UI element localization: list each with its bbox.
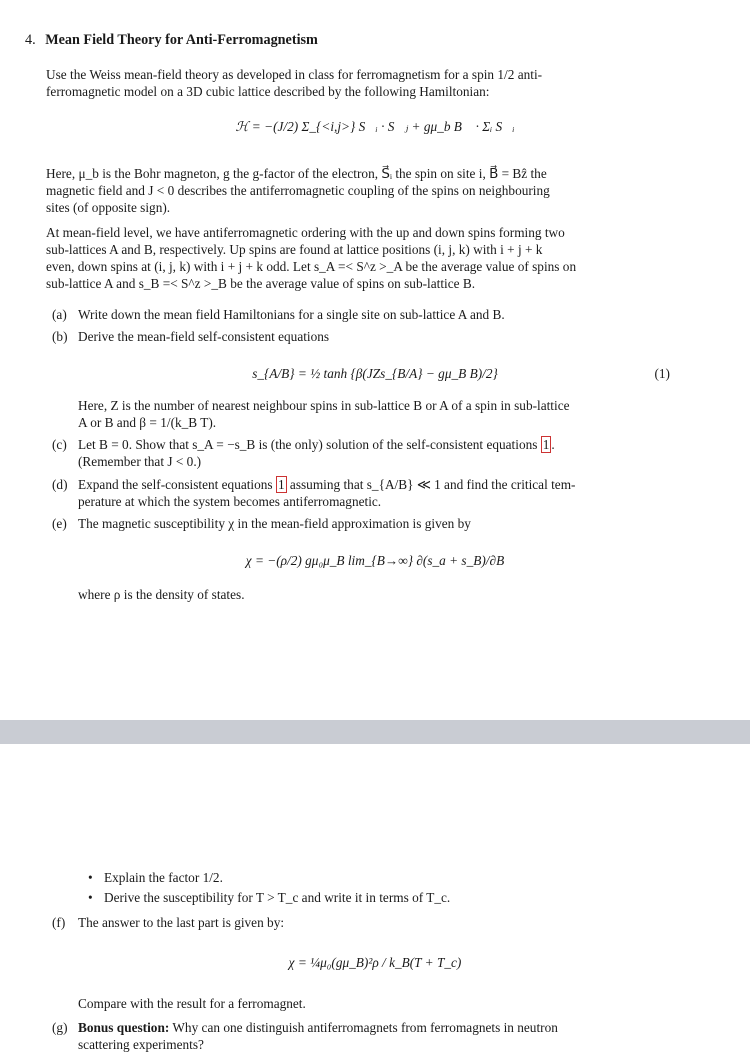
part-c-remark: (Remember that J < 0.) [78,454,202,469]
page-2 [0,744,750,1063]
bullet-icon: • [88,870,93,885]
part-label: (b) [52,329,68,344]
part-d-continuation: perature at which the system becomes antiferromagnetic. [78,494,382,509]
bullet-text: Derive the susceptibility for T > T_c and write it in terms of T_c. [104,890,451,905]
meanfield-line: sub-lattice A and s_B =< S^z >_B be the average value of spins on sub-lattice B. [46,276,476,291]
part-text: Write down the mean field Hamiltonians for a single site on sub-lattice A and B. [78,307,505,322]
bullet-text: Explain the factor 1/2. [104,870,223,885]
meanfield-line: At mean-field level, we have antiferromagnetic ordering with the up and down spins forming two [46,225,565,240]
page-separator [0,720,750,744]
part-text: The answer to the last part is given by: [78,915,285,930]
part-e-note: where ρ is the density of states. [78,587,245,602]
part-d [52,476,672,493]
description-paragraph [46,165,672,216]
answer-equation: χ = ¼μ₀(gμ_B)²ρ / k_B(T + T_c) [288,955,462,970]
part-text: Derive the mean-field self-consistent equations [78,329,330,344]
part-f-note: Compare with the result for a ferromagnet. [78,996,306,1011]
part-label: (g) [52,1020,68,1035]
bullet-item [88,869,223,886]
part-g-continuation: scattering experiments? [78,1037,204,1052]
part-text: assuming that s_{A/B} ≪ 1 and find the critical tem- [289,477,576,492]
part-c: (c) Let B = 0. Show that s_A = −s_B is (the only) solution of the self-consistent equations 1 . [52,437,555,452]
self-consistent-equation [0,365,750,382]
description-line: sites (of opposite sign). [46,200,171,215]
part-label: (c) [52,437,67,452]
part-b [52,328,672,345]
part-label: (d) [52,477,68,492]
intro-line: Use the Weiss mean-field theory as developed in class for ferromagnetism for a spin 1/2 anti- [46,67,543,82]
note-line: A or B and β = 1/(k_B T). [78,415,217,430]
meanfield-paragraph [46,224,672,292]
equation-reference-link[interactable]: 1 [277,477,285,492]
susceptibility-equation: χ = −(ρ/2) gμ₀μ_B lim_{B→∞} ∂(s_a + s_B)/∂B [245,553,505,568]
problem-number: 4. [25,32,36,48]
part-b-note [78,397,672,431]
part-f [52,914,672,931]
hamiltonian-equation: ℋ = −(J/2) Σ_{<i,j>} S⃗ᵢ · S⃗ⱼ + gμ_b B⃗ · Σᵢ S⃗ᵢ [235,119,515,134]
part-label: (e) [52,516,67,531]
part-label: (a) [52,307,67,322]
problem-heading [25,32,318,49]
meanfield-line: sub-lattices A and B, respectively. Up spins are found at lattice positions (i, j, k) with i + j + k [46,242,543,257]
bullet-icon: • [88,890,93,905]
equation-number: (1) [654,366,670,381]
part-a [52,306,672,323]
part-text: Let B = 0. Show that s_A = −s_B is (the only) solution of the self-consistent equations [78,437,538,452]
intro-line: ferromagnetic model on a 3D cubic lattice described by the following Hamiltonian: [46,84,490,99]
bonus-label: Bonus question: [78,1020,170,1035]
part-g [52,1019,672,1036]
intro-paragraph [46,66,672,100]
equation-reference-link[interactable]: 1 [542,437,550,452]
part-e [52,515,672,532]
bullet-item [88,889,450,906]
part-label: (f) [52,915,66,930]
meanfield-line: even, down spins at (i, j, k) with i + j + k odd. Let s_A =< S^z >_A be the average value of spins on [46,259,577,274]
description-line: Here, μ_b is the Bohr magneton, g the g-factor of the electron, S⃗ᵢ the spin on site i, B⃗ = Bẑ the [46,166,547,181]
problem-title: Mean Field Theory for Anti-Ferromagnetism [45,32,318,48]
part-text: Expand the self-consistent equations [78,477,273,492]
part-text: The magnetic susceptibility χ in the mean-field approximation is given by [78,516,471,531]
description-line: magnetic field and J < 0 describes the antiferromagnetic coupling of the spins on neighbouring [46,183,550,198]
part-text: Why can one distinguish antiferromagnets from ferromagnets in neutron [172,1020,558,1035]
equation-text: s_{A/B} = ½ tanh {β(JZs_{B/A} − gμ_B B)/2} [252,366,498,381]
note-line: Here, Z is the number of nearest neighbour spins in sub-lattice B or A of a spin in sub-lattice [78,398,570,413]
